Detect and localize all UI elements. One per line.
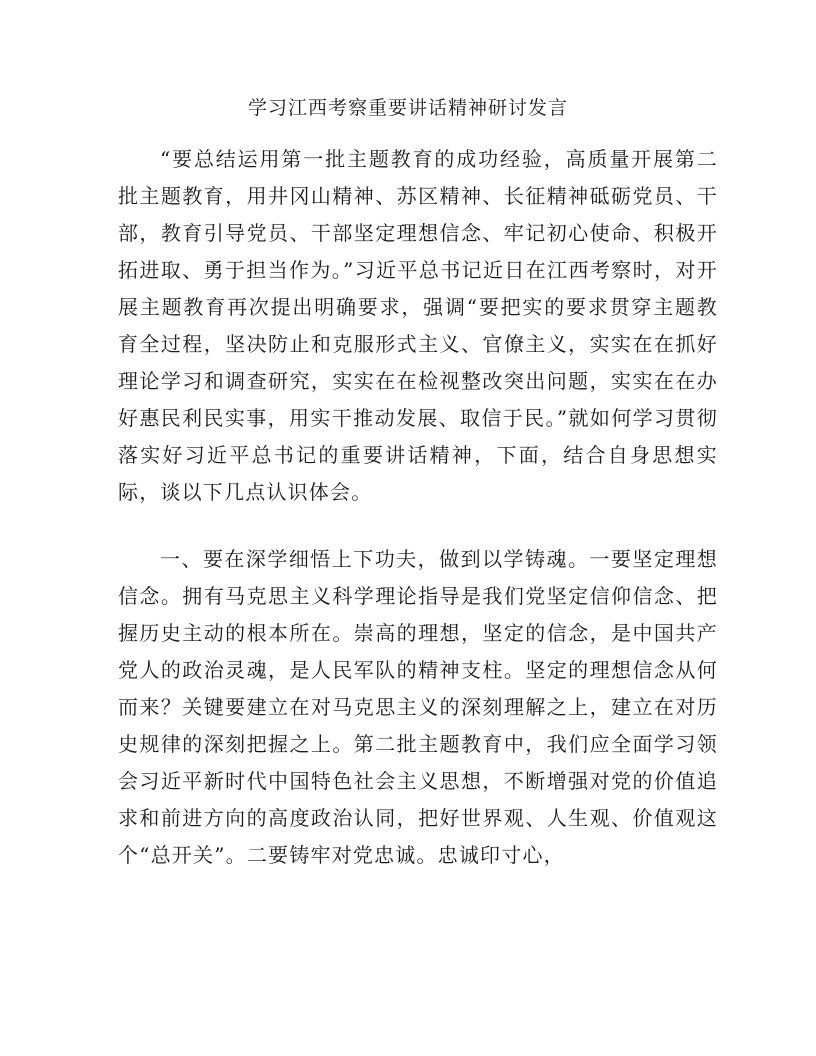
document-title: 学习江西考察重要讲话精神研讨发言 bbox=[247, 97, 568, 119]
paragraph-intro: “要总结运用第一批主题教育的成功经验，高质量开展第二批主题教育，用井冈山精神、苏区精神、长征精神砥砺党员、干部，教育引导党员、干部坚定理想信念、牢记初心使命、积极开拓进取、勇于担当作为。”习近平总书记近日在江西考察时，对开展主题教育再次提出明确要求，强调“要把实的要求贯穿主题教育全过程，坚决防止和克服形式主义、官僚主义，实实在在抓好理论学习和调查研究，实实在在检视整改突出问题，实实在在办好惠民利民实事，用实干推动发展、取信于民。”就如何学习贯彻落实好习近平总书记的重要讲话精神，下面，结合自身思想实际，谈以下几点认识体会。 bbox=[118, 147, 718, 504]
paragraph-section-one: 一、要在深学细悟上下功夫，做到以学铸魂。一要坚定理想信念。拥有马克思主义科学理论指导是我们党坚定信仰信念、把握历史主动的根本所在。崇高的理想，坚定的信念，是中国共产党人的政治灵魂，是人民军队的精神支柱。坚定的理想信念从何而来？关键要建立在对马克思主义的深刻理解之上，建立在对历史规律的深刻把握之上。第二批主题教育中，我们应全面学习领会习近平新时代中国特色社会主义思想，不断增强对党的价值追求和前进方向的高度政治认同，把好世界观、人生观、价值观这个“总开关”。二要铸牢对党忠诚。忠诚印寸心， bbox=[118, 547, 718, 867]
